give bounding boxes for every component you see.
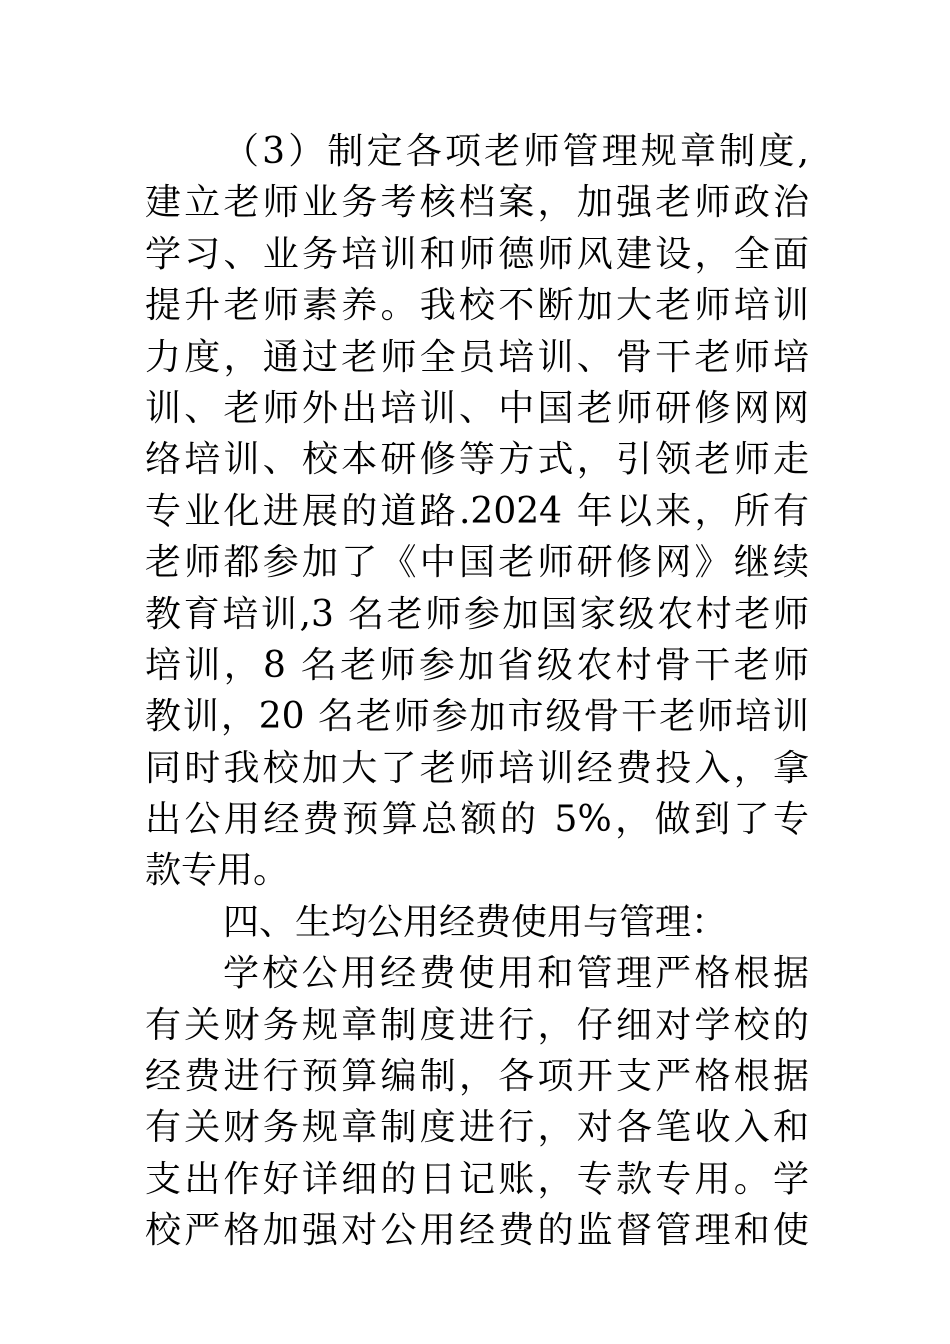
text-line: 力度，通过老师全员培训、骨干老师培 [145,336,809,378]
text-line: 教育培训,3 名老师参加国家级农村老师 [145,593,809,635]
text-line: 学校公用经费使用和管理严格根据 [223,953,809,995]
text-line: 建立老师业务考核档案，加强老师政治 [145,182,809,224]
text-line: 经费进行预算编制，各项开支严格根据 [145,1056,809,1098]
text-line: 同时我校加大了老师培训经费投入，拿 [145,747,809,789]
text-line: 提升老师素养。我校不断加大老师培训 [145,285,809,327]
text-line: 络培训、校本研修等方式，引领老师走 [145,439,809,481]
text-line: 有关财务规章制度进行，仔细对学校的 [145,1004,809,1046]
text-line: 支出作好详细的日记账，专款专用。学 [145,1158,809,1200]
text-line: 有关财务规章制度进行，对各笔收入和 [145,1107,809,1149]
heading-line: 四、生均公用经费使用与管理： [223,901,728,943]
text-line: 训、老师外出培训、中国老师研修网网 [145,387,809,429]
text-line: 教训，20 名老师参加市级骨干老师培训 [145,696,809,738]
paragraph-funds-management [145,948,809,1256]
paragraph-teacher-management [145,126,809,897]
text-line: 专业化进展的道路.2024 年以来，所有 [145,490,809,532]
text-line: 老师都参加了《中国老师研修网》继续 [145,542,809,584]
document-page [145,126,809,1257]
text-line: 学习、业务培训和师德师风建设，全面 [145,233,809,275]
text-line: 培训，8 名老师参加省级农村骨干老师 [145,644,809,686]
section-heading [145,897,809,948]
text-line: 校严格加强对公用经费的监督管理和使 [145,1210,809,1252]
text-line: （3）制定各项老师管理规章制度, [223,131,809,172]
text-line: 款专用。 [145,850,290,892]
text-line: 出公用经费预算总额的 5%，做到了专 [145,799,809,841]
